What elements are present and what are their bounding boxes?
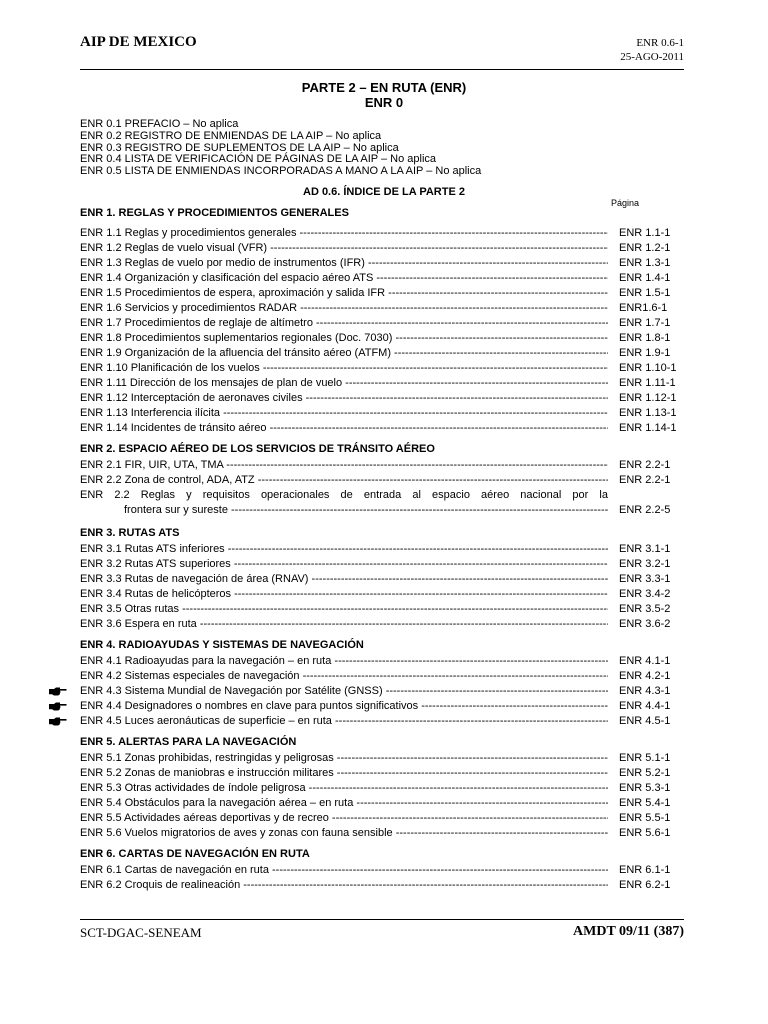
toc-entry-label: ENR 3.2 Rutas ATS superiores -----: [80, 557, 608, 572]
toc-entry-page: ENR 4.2-1: [619, 670, 671, 682]
toc-entry-label: ENR 1.12 Interceptación de aeronaves civiles -----: [80, 391, 608, 406]
pointing-hand-icon: [49, 717, 67, 726]
toc-entry: [80, 863, 684, 878]
part-subtitle: ENR 0: [364, 95, 404, 110]
section-heading: ENR 6. CARTAS DE NAVEGACIÓN EN RUTA: [80, 848, 310, 860]
toc-entry: [80, 654, 684, 669]
toc-entry-label: ENR 1.11 Dirección de los mensajes de plan de vuelo -----: [80, 376, 608, 391]
toc-entry-page: ENR 2.2-1: [619, 459, 671, 471]
toc-entry: [80, 766, 684, 781]
toc-entry: [80, 781, 684, 796]
toc-entry: [80, 684, 684, 699]
toc-entry: [80, 751, 684, 766]
toc-entry-page: ENR 6.1-1: [619, 864, 671, 876]
toc-entry-page: ENR 5.3-1: [619, 782, 671, 794]
toc-entry-label: ENR 5.4 Obstáculos para la navegación aérea – en ruta -----: [80, 796, 608, 811]
toc-entry-label: ENR 1.9 Organización de la afluencia del tránsito aéreo (ATFM) -----: [80, 346, 608, 361]
toc-entry-page: ENR 5.1-1: [619, 752, 671, 764]
toc-entry-page: ENR 2.2-1: [619, 474, 671, 486]
toc-entry-page: ENR 5.4-1: [619, 797, 671, 809]
toc-entry: [80, 699, 684, 714]
section-heading: ENR 4. RADIOAYUDAS Y SISTEMAS DE NAVEGACIÓN: [80, 639, 364, 651]
toc-entry: [80, 572, 684, 587]
toc-entry: [80, 286, 684, 301]
header-title: AIP DE MEXICO: [80, 34, 197, 50]
toc-entry-multiline: [80, 488, 684, 520]
toc-entry: [80, 542, 684, 557]
toc-entry-page: ENR 1.13-1: [619, 407, 677, 419]
footer-rule: [80, 919, 684, 920]
toc-entry-page: ENR 3.6-2: [619, 618, 671, 630]
preface-item: ENR 0.4 LISTA DE VERIFICACIÓN DE PÁGINAS DE LA AIP – No aplica: [80, 153, 437, 166]
section-heading: ENR 1. REGLAS Y PROCEDIMIENTOS GENERALES: [80, 207, 349, 219]
toc-entry-label: ENR 3.1 Rutas ATS inferiores -----: [80, 542, 608, 557]
toc-entry: [80, 602, 684, 617]
toc-entry: [80, 361, 684, 376]
preface-item: ENR 0.3 REGISTRO DE SUPLEMENTOS DE LA AIP – No aplica: [80, 141, 399, 154]
toc-entry: [80, 406, 684, 421]
toc-entry-page: ENR 1.5-1: [619, 287, 671, 299]
toc-entry-page: ENR 5.6-1: [619, 827, 671, 839]
toc-entry: [80, 346, 684, 361]
toc-entry: [80, 256, 684, 271]
toc-entry-label: ENR 4.3 Sistema Mundial de Navegación por Satélite (GNSS) -----: [80, 684, 608, 699]
toc-entry-label: ENR 3.3 Rutas de navegación de área (RNAV) -----: [80, 572, 608, 587]
toc-entry-page: ENR 1.8-1: [619, 332, 671, 344]
toc-entry-page: ENR 1.10-1: [619, 362, 677, 374]
toc-entry-page: ENR 1.2-1: [619, 242, 671, 254]
toc-entry-page: ENR1.6-1: [619, 302, 668, 314]
toc-entry-page: ENR 3.3-1: [619, 573, 671, 585]
toc-entry-label: ENR 1.14 Incidentes de tránsito aéreo -----: [80, 421, 608, 436]
toc-entry: [80, 473, 684, 488]
toc-entry-label: ENR 1.2 Reglas de vuelo visual (VFR) -----: [80, 241, 608, 256]
preface-item: ENR 0.1 PREFACIO – No aplica: [80, 118, 239, 130]
toc-entry: [80, 331, 684, 346]
toc-entry: [80, 878, 684, 893]
pointing-hand-icon: [49, 687, 67, 696]
toc-entry: [80, 241, 684, 256]
toc-entry-page: ENR 4.3-1: [619, 685, 671, 697]
toc-entry: [80, 376, 684, 391]
toc-entry: [80, 714, 684, 729]
toc-entry-label-line2: frontera sur y sureste -----: [124, 503, 608, 518]
toc-entry-label: ENR 1.7 Procedimientos de reglaje de altímetro -----: [80, 316, 608, 331]
toc-entry-page: ENR 1.4-1: [619, 272, 671, 284]
toc-entry-label: ENR 1.13 Interferencia ilícita -----: [80, 406, 608, 421]
toc-entry-label: ENR 3.4 Rutas de helicópteros -----: [80, 587, 608, 602]
toc-entry-label: ENR 1.8 Procedimientos suplementarios regionales (Doc. 7030) -----: [80, 331, 608, 346]
toc-entry-page: ENR 3.1-1: [619, 543, 671, 555]
header-rule: [80, 69, 684, 70]
toc-entry: [80, 421, 684, 436]
toc-entry-label: ENR 4.5 Luces aeronáuticas de superficie – en ruta -----: [80, 714, 608, 729]
toc-entry: [80, 796, 684, 811]
header-date: 25-AGO-2011: [620, 51, 684, 63]
toc-entry-page: ENR 1.12-1: [619, 392, 677, 404]
pointing-hand-icon: [49, 702, 67, 711]
toc-entry: [80, 226, 684, 241]
toc-entry-label: ENR 3.5 Otras rutas -----: [80, 602, 608, 617]
toc-entry-page: ENR 3.5-2: [619, 603, 671, 615]
preface-item: ENR 0.5 LISTA DE ENMIENDAS INCORPORADAS A MANO A LA AIP – No aplica: [80, 165, 482, 178]
toc-entry-label: ENR 5.2 Zonas de maniobras e instrucción militares -----: [80, 766, 608, 781]
toc-entry-label: ENR 1.1 Reglas y procedimientos generales -----: [80, 226, 608, 241]
toc-entry: [80, 557, 684, 572]
toc-entry-label: ENR 1.10 Planificación de los vuelos -----: [80, 361, 608, 376]
toc-entry: [80, 271, 684, 286]
toc-entry-page: ENR 4.5-1: [619, 715, 671, 727]
toc-entry: [80, 391, 684, 406]
toc-entry-label: ENR 1.4 Organización y clasificación del espacio aéreo ATS -----: [80, 271, 608, 286]
toc-entry-page: ENR 1.14-1: [619, 422, 677, 434]
toc-entry-label: ENR 2.2 Zona de control, ADA, ATZ -----: [80, 473, 608, 488]
toc-entry: [80, 669, 684, 684]
preface-list: [80, 119, 481, 178]
toc-entry-page: ENR 1.11-1: [619, 377, 676, 389]
toc-entry-label: ENR 5.1 Zonas prohibidas, restringidas y peligrosas -----: [80, 751, 608, 766]
toc-entry-page: ENR 3.4-2: [619, 588, 671, 600]
toc-entry: [80, 811, 684, 826]
toc-entry-label: ENR 5.3 Otras actividades de índole peligrosa -----: [80, 781, 608, 796]
toc-entry-page: ENR 5.2-1: [619, 767, 671, 779]
footer-publisher: SCT-DGAC-SENEAM: [80, 925, 202, 940]
toc-entry-page: ENR 2.2-5: [619, 504, 671, 516]
toc-entry: [80, 301, 684, 316]
toc-entry: [80, 316, 684, 331]
index-title: AD 0.6. ÍNDICE DE LA PARTE 2: [303, 186, 465, 198]
toc-entry-label: ENR 1.6 Servicios y procedimientos RADAR -----: [80, 301, 608, 316]
toc-entry-label: ENR 4.2 Sistemas especiales de navegación -----: [80, 669, 608, 684]
header-page-code: ENR 0.6-1: [636, 37, 684, 49]
footer-amendment: AMDT 09/11 (387): [573, 924, 684, 939]
toc-entry-page: ENR 1.7-1: [619, 317, 671, 329]
table-of-contents: [80, 206, 684, 893]
header-reference: [620, 36, 684, 64]
toc-entry-page: ENR 1.1-1: [619, 227, 671, 239]
toc-entry: [80, 617, 684, 632]
toc-entry-page: ENR 6.2-1: [619, 879, 671, 891]
toc-entry-page: ENR 5.5-1: [619, 812, 671, 824]
toc-entry-label: ENR 6.1 Cartas de navegación en ruta -----: [80, 863, 608, 878]
toc-entry-label: ENR 4.1 Radioayudas para la navegación – en ruta -----: [80, 654, 608, 669]
toc-entry-label-line1: ENR 2.2 Reglas y requisitos operacionales de entrada al espacio aéreo nacional por la: [80, 489, 608, 501]
toc-entry-page: ENR 1.9-1: [619, 347, 671, 359]
toc-entry-label: ENR 6.2 Croquis de realineación -----: [80, 878, 608, 893]
toc-entry: [80, 826, 684, 841]
section-heading: ENR 2. ESPACIO AÉREO DE LOS SERVICIOS DE TRÁNSITO AÉREO: [80, 443, 435, 455]
toc-entry-page: ENR 4.4-1: [619, 700, 671, 712]
toc-entry-page: ENR 3.2-1: [619, 558, 671, 570]
section-heading: ENR 5. ALERTAS PARA LA NAVEGACIÓN: [80, 736, 297, 748]
section-heading: ENR 3. RUTAS ATS: [80, 527, 180, 539]
part-title: PARTE 2 – EN RUTA (ENR): [301, 80, 467, 95]
toc-entry: [80, 458, 684, 473]
toc-entry: [80, 587, 684, 602]
toc-entry-page: ENR 4.1-1: [619, 655, 671, 667]
toc-entry-label: ENR 4.4 Designadores o nombres en clave para puntos significativos -----: [80, 699, 608, 714]
toc-entry-label: ENR 1.3 Reglas de vuelo por medio de instrumentos (IFR) -----: [80, 256, 608, 271]
toc-entry-label: ENR 5.6 Vuelos migratorios de aves y zonas con fauna sensible -----: [80, 826, 608, 841]
toc-entry-label: ENR 1.5 Procedimientos de espera, aproximación y salida IFR -----: [80, 286, 608, 301]
toc-entry-label: ENR 2.1 FIR, UIR, UTA, TMA -----: [80, 458, 608, 473]
page-column-label: Página: [611, 198, 640, 208]
preface-item: ENR 0.2 REGISTRO DE ENMIENDAS DE LA AIP – No aplica: [80, 129, 382, 142]
toc-entry-label: ENR 5.5 Actividades aéreas deportivas y de recreo -----: [80, 811, 608, 826]
toc-entry-label: ENR 3.6 Espera en ruta -----: [80, 617, 608, 632]
toc-entry-page: ENR 1.3-1: [619, 257, 671, 269]
